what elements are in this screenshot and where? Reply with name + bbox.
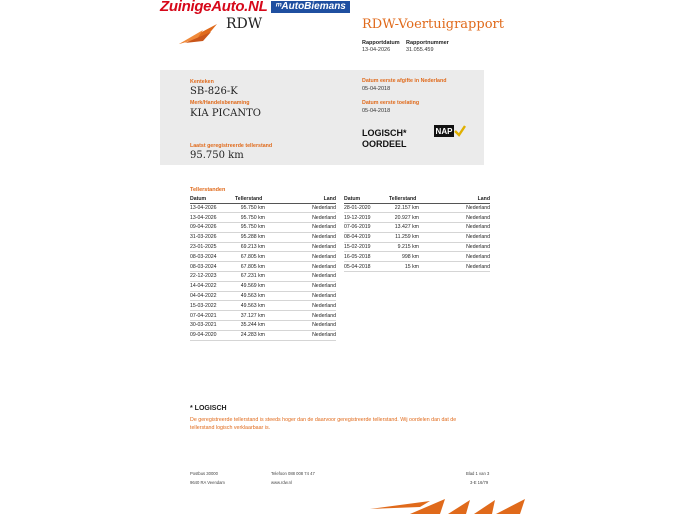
col-km: Tellerstand — [389, 195, 419, 203]
cell-km: 37.127 km — [235, 311, 265, 321]
cell-km: 998 km — [389, 252, 419, 262]
table-row — [190, 281, 336, 291]
cell-date: 08-03-2024 — [190, 252, 235, 262]
cell-land: Nederland — [265, 272, 336, 282]
table-row — [344, 262, 490, 272]
plate-value: SB-826-K — [190, 86, 238, 97]
table-row — [344, 203, 490, 213]
cell-date: 07-06-2019 — [344, 223, 389, 233]
cell-km: 49.569 km — [235, 281, 265, 291]
rdw-stripes-logo-icon — [370, 497, 525, 514]
brand-banner — [160, 0, 350, 14]
plate-label: Kenteken — [190, 79, 214, 85]
rdw-logo-icon — [177, 22, 221, 46]
cell-date: 22-12-2023 — [190, 272, 235, 282]
cell-date: 08-03-2024 — [190, 262, 235, 272]
cell-km: 49.563 km — [235, 301, 265, 311]
cell-land: Nederland — [419, 203, 490, 213]
mileage-table-left — [190, 195, 336, 341]
col-land: Land — [419, 195, 490, 203]
cell-km: 49.563 km — [235, 291, 265, 301]
cell-date: 23-01-2025 — [190, 242, 235, 252]
cell-land: Nederland — [265, 301, 336, 311]
cell-km: 95.750 km — [235, 223, 265, 233]
table-row — [344, 242, 490, 252]
cell-km: 95.750 km — [235, 213, 265, 223]
cell-km: 13.427 km — [389, 223, 419, 233]
table-row — [190, 301, 336, 311]
table-row — [344, 223, 490, 233]
cell-date: 16-05-2018 — [344, 252, 389, 262]
table-row — [190, 252, 336, 262]
cell-km: 22.157 km — [389, 203, 419, 213]
cell-date: 31-03-2026 — [190, 232, 235, 242]
cell-date: 14-04-2022 — [190, 281, 235, 291]
cell-land: Nederland — [265, 262, 336, 272]
svg-text:NAP: NAP — [435, 127, 453, 136]
table-row — [344, 252, 490, 262]
make-value: KIA PICANTO — [190, 108, 261, 119]
report-title: RDW-Voertuigrapport — [362, 17, 504, 32]
brand-tag: ᵐAutoBiemans — [271, 1, 349, 13]
first-nl-value: 05-04-2018 — [362, 86, 391, 92]
cell-land: Nederland — [265, 203, 336, 213]
nap-check-icon — [434, 125, 466, 137]
cell-date: 13-04-2026 — [190, 213, 235, 223]
table-row — [190, 232, 336, 242]
cell-date: 28-01-2020 — [344, 203, 389, 213]
footnote-title: * LOGISCH — [190, 405, 227, 412]
cell-km: 67.231 km — [235, 272, 265, 282]
cell-land: Nederland — [265, 330, 336, 340]
cell-km: 69.213 km — [235, 242, 265, 252]
table-row — [190, 272, 336, 282]
brand-name: ZuinigeAuto.NL — [160, 0, 268, 15]
cell-land: Nederland — [265, 213, 336, 223]
odometer-value: 95.750 km — [190, 150, 244, 161]
cell-land: Nederland — [265, 223, 336, 233]
cell-km: 67.805 km — [235, 262, 265, 272]
table-row — [190, 311, 336, 321]
cell-km: 67.805 km — [235, 252, 265, 262]
mileage-table-right — [344, 195, 490, 272]
first-admission-value: 05-04-2018 — [362, 108, 391, 114]
table-row — [190, 242, 336, 252]
cell-date: 13-04-2026 — [190, 203, 235, 213]
table-row — [190, 203, 336, 213]
cell-km: 20.927 km — [389, 213, 419, 223]
cell-land: Nederland — [419, 223, 490, 233]
cell-date: 30-03-2021 — [190, 321, 235, 331]
make-label: Merk/Handelsbenaming — [190, 100, 250, 106]
verdict: LOGISCH* OORDEEL — [362, 128, 407, 149]
cell-date: 08-04-2019 — [344, 232, 389, 242]
cell-date: 09-04-2026 — [190, 223, 235, 233]
table-row — [344, 232, 490, 242]
rdw-wordmark: RDW — [226, 16, 263, 32]
cell-km: 11.259 km — [389, 232, 419, 242]
cell-date: 07-04-2021 — [190, 311, 235, 321]
cell-km: 95.750 km — [235, 203, 265, 213]
col-date: Datum — [344, 195, 389, 203]
cell-land: Nederland — [265, 321, 336, 331]
cell-land: Nederland — [265, 311, 336, 321]
cell-km: 9.215 km — [389, 242, 419, 252]
cell-date: 15-03-2022 — [190, 301, 235, 311]
report-number: Rapportnummer 31.055.459 — [406, 40, 449, 53]
table-row — [190, 321, 336, 331]
odometer-label: Laatst geregistreerde tellerstand — [190, 143, 273, 149]
table-row — [190, 291, 336, 301]
cell-land: Nederland — [419, 242, 490, 252]
cell-land: Nederland — [265, 252, 336, 262]
cell-date: 15-02-2019 — [344, 242, 389, 252]
table-row — [190, 330, 336, 340]
cell-date: 09-04-2020 — [190, 330, 235, 340]
table-row — [190, 213, 336, 223]
table-row — [190, 223, 336, 233]
cell-km: 35.244 km — [235, 321, 265, 331]
cell-date: 04-04-2022 — [190, 291, 235, 301]
cell-km: 24.283 km — [235, 330, 265, 340]
cell-land: Nederland — [419, 232, 490, 242]
cell-date: 19-12-2019 — [344, 213, 389, 223]
col-km: Tellerstand — [235, 195, 265, 203]
cell-land: Nederland — [419, 262, 490, 272]
mileage-section-title: Tellerstanden — [190, 187, 226, 193]
report-date: Rapportdatum 13-04-2026 — [362, 40, 400, 53]
cell-land: Nederland — [265, 242, 336, 252]
first-admission-label: Datum eerste toelating — [362, 100, 420, 106]
cell-land: Nederland — [419, 213, 490, 223]
footer-contact: Telefoon 088 008 74 47 www.rdw.nl — [271, 471, 315, 485]
footnote-text: De geregistreerde tellerstand is steeds hoger dan de daarvoor geregistreerde tellerstand. Wij oordelen dan dat de tellerstand logisch verklaarbaar is. — [190, 417, 457, 431]
col-land: Land — [265, 195, 336, 203]
footer-address: Postbus 30000 9640 RA Veendam — [190, 471, 225, 485]
cell-land: Nederland — [265, 281, 336, 291]
table-row — [344, 213, 490, 223]
cell-land: Nederland — [265, 291, 336, 301]
footer-page: Blad 1 van 3 3-E 16/79 — [466, 471, 490, 485]
cell-km: 95.288 km — [235, 232, 265, 242]
cell-date: 05-04-2018 — [344, 262, 389, 272]
first-nl-label: Datum eerste afgifte in Nederland — [362, 78, 447, 84]
cell-land: Nederland — [265, 232, 336, 242]
cell-land: Nederland — [419, 252, 490, 262]
col-date: Datum — [190, 195, 235, 203]
cell-km: 15 km — [389, 262, 419, 272]
table-row — [190, 262, 336, 272]
